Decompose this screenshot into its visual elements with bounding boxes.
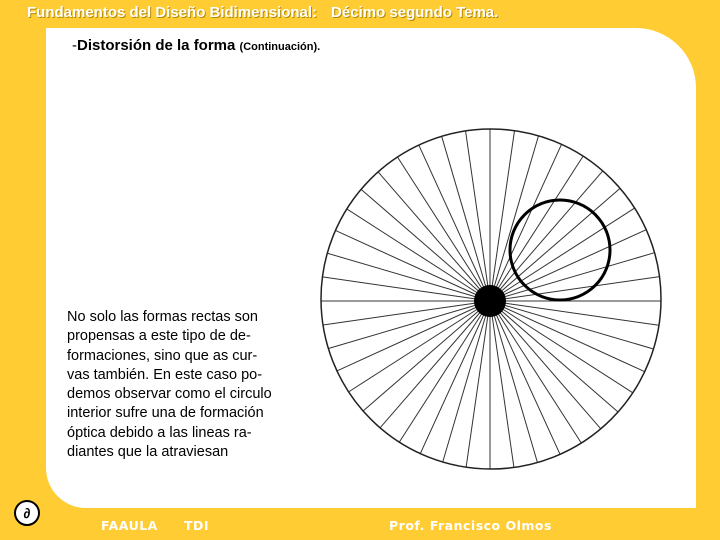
radial-line — [442, 136, 490, 301]
radial-line — [490, 136, 539, 301]
body-line: No solo las formas rectas son — [67, 309, 258, 325]
logo-icon: ∂ — [14, 500, 40, 526]
slide-header — [27, 4, 498, 21]
radial-line — [490, 301, 653, 349]
radial-line — [490, 131, 515, 301]
title-main: Distorsión de la forma — [77, 37, 236, 54]
center-hub — [474, 285, 506, 317]
title-sub: (Continuación). — [239, 41, 321, 53]
radial-line — [490, 301, 537, 463]
radial-line — [380, 301, 490, 428]
radial-line — [323, 301, 490, 325]
radial-circle-illustration — [318, 126, 664, 472]
radial-line — [490, 301, 618, 412]
course-title: Fundamentos del Diseño Bidimensional: — [27, 4, 318, 21]
body-line: interior sufre una de formación — [67, 405, 264, 422]
radial-line — [443, 301, 490, 462]
radial-line — [322, 277, 490, 301]
radial-line — [490, 171, 603, 301]
footer-tdi: TDI — [184, 518, 210, 533]
radial-line — [378, 172, 490, 301]
body-line: diantes que la atraviesan — [67, 444, 229, 461]
radial-line — [361, 189, 490, 301]
body-line: formaciones, sino que as cur- — [67, 347, 258, 364]
slide-title — [72, 37, 320, 54]
title-prefix: - — [72, 37, 77, 54]
radial-line — [490, 253, 655, 301]
topic-title: Décimo segundo Tema. — [331, 4, 499, 21]
radial-line — [490, 301, 601, 429]
footer-professor: Prof. Francisco Olmos — [389, 518, 552, 533]
body-line: propensas a este tipo de de- — [67, 328, 251, 345]
footer-faaula: FAAULA — [101, 518, 158, 533]
body-line: vas también. En este caso po- — [67, 366, 263, 383]
distorted-inner-circle — [510, 200, 610, 300]
body-paragraph — [67, 308, 303, 462]
body-line: óptica debido a las lineas ra- — [67, 424, 252, 441]
radial-line — [327, 253, 490, 301]
radial-line — [490, 301, 514, 467]
radial-line — [328, 301, 490, 348]
radial-line — [490, 301, 659, 325]
radial-line — [363, 301, 490, 411]
radial-line — [466, 131, 490, 301]
body-line: demos observar como el circulo — [67, 386, 272, 403]
radial-line — [466, 301, 490, 467]
